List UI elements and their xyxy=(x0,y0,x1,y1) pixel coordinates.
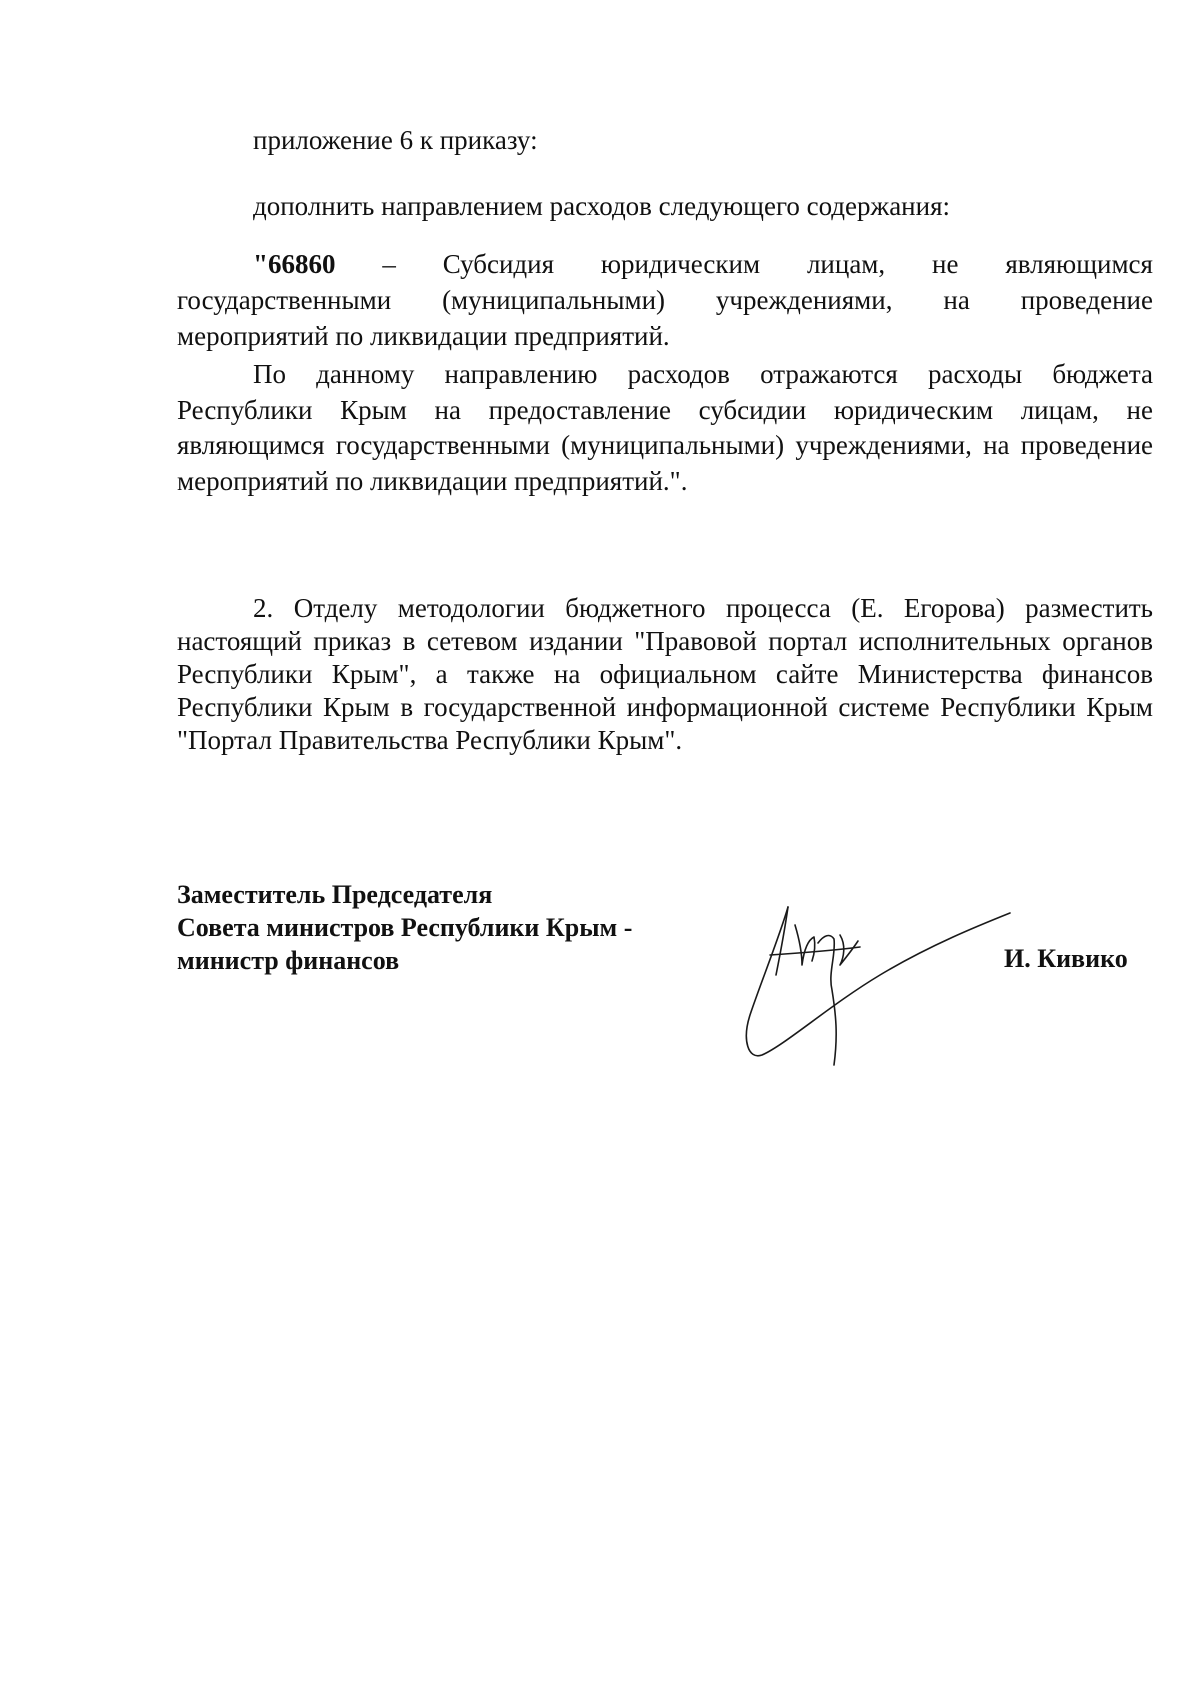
expense-dash: – xyxy=(382,249,396,279)
expense-description-text: По данному направлению расходов отражаются расходы бюджета Республики Крым на предоставление субсидии юридическим лицам, не являющимся государственными (муниципальными) учреждениями, на проведение мероприятий по ликвидации предприятий.". xyxy=(177,359,1153,496)
expense-word: являющимся xyxy=(1005,249,1153,279)
expense-word: на xyxy=(943,285,970,315)
expense-word: государственными xyxy=(177,285,392,315)
expense-entry-line-3: мероприятий по ликвидации предприятий. xyxy=(177,321,670,351)
annex-instruction: дополнить направлением расходов следующего содержания: xyxy=(253,191,950,221)
expense-word: (муниципальными) xyxy=(442,285,666,315)
handwritten-signature xyxy=(740,895,1030,1070)
expense-word: Субсидия xyxy=(442,249,555,279)
signatory-position xyxy=(177,878,632,977)
item-2-paragraph xyxy=(177,592,1153,757)
position-line-3: министр финансов xyxy=(177,946,400,975)
expense-entry-line-2 xyxy=(177,282,1153,318)
signer-name: И. Кивико xyxy=(1004,944,1128,973)
expense-word: учреждениями, xyxy=(715,285,893,315)
expense-entry-line-1 xyxy=(253,246,1153,282)
item-2-text: 2. Отделу методологии бюджетного процесса (Е. Егорова) разместить настоящий приказ в сетевом издании "Правовой портал исполнительных органов Республики Крым", а также на официальном сайте Министерства финансов Республики Крым в государственной информационной системе Республики Крым "Портал Правительства Республики Крым". xyxy=(177,593,1153,755)
expense-word: юридическим xyxy=(600,249,761,279)
annex-heading: приложение 6 к приказу: xyxy=(253,125,538,155)
position-line-2: Совета министров Республики Крым - xyxy=(177,913,633,942)
expense-code: "66860 xyxy=(253,249,336,279)
expense-description xyxy=(177,357,1153,499)
expense-word: лицам, xyxy=(806,249,886,279)
position-line-1: Заместитель Председателя xyxy=(177,880,493,909)
expense-word: не xyxy=(932,249,959,279)
expense-word: проведение xyxy=(1020,285,1153,315)
